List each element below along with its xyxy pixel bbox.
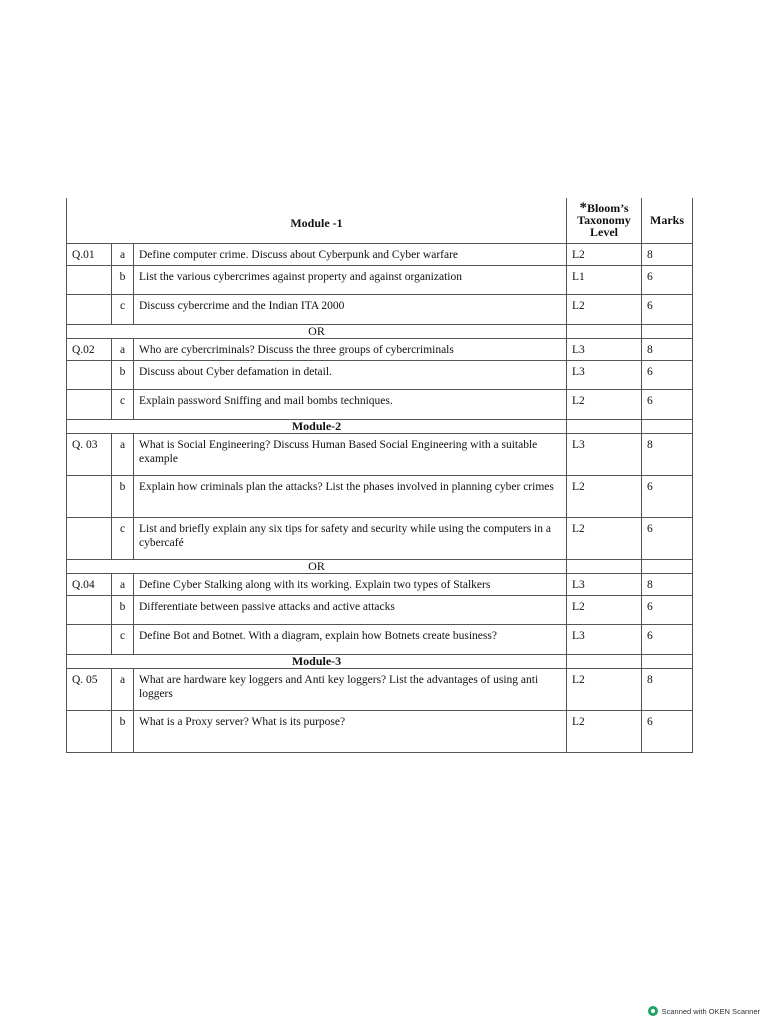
marks-value: 8 <box>642 338 693 360</box>
scanner-watermark <box>648 1006 760 1016</box>
question-text: Explain password Sniffing and mail bombs techniques. <box>134 389 567 419</box>
question-number: Q. 03 <box>67 433 112 475</box>
bloom-level: L2 <box>567 668 642 710</box>
table-row <box>67 243 693 265</box>
marks-value: 8 <box>642 573 693 595</box>
sub-label: b <box>112 710 134 752</box>
bloom-line-2: Taxonomy <box>577 213 631 228</box>
bloom-line-3: Level <box>590 225 618 240</box>
table-row <box>67 668 693 710</box>
marks-value: 6 <box>642 389 693 419</box>
question-text: Discuss about Cyber defamation in detail. <box>134 360 567 389</box>
marks-value: 6 <box>642 265 693 294</box>
question-number <box>67 710 112 752</box>
marks-value: 6 <box>642 360 693 389</box>
marks-value: 8 <box>642 433 693 475</box>
table-row <box>67 595 693 624</box>
bloom-level: L3 <box>567 433 642 475</box>
sub-label: c <box>112 294 134 324</box>
question-text: List and briefly explain any six tips for safety and security while using the computers in a cybercafé <box>134 517 567 559</box>
bloom-level: L2 <box>567 294 642 324</box>
question-text: Discuss cybercrime and the Indian ITA 2000 <box>134 294 567 324</box>
module-2-heading: Module-2 <box>67 419 567 433</box>
bloom-level: L2 <box>567 243 642 265</box>
bloom-level: L3 <box>567 338 642 360</box>
question-number <box>67 265 112 294</box>
marks-value: 6 <box>642 595 693 624</box>
sub-label: b <box>112 475 134 517</box>
question-number: Q.04 <box>67 573 112 595</box>
marks-value: 6 <box>642 294 693 324</box>
question-number: Q.02 <box>67 338 112 360</box>
bloom-star: * <box>579 200 587 217</box>
table-row <box>67 517 693 559</box>
bloom-level: L2 <box>567 389 642 419</box>
scanner-watermark-text: Scanned with OKEN Scanner <box>661 1006 760 1016</box>
marks-value: 8 <box>642 243 693 265</box>
sub-label: a <box>112 338 134 360</box>
question-number <box>67 595 112 624</box>
table-row <box>67 294 693 324</box>
bloom-level: L1 <box>567 265 642 294</box>
bloom-level: L2 <box>567 517 642 559</box>
sub-label: c <box>112 517 134 559</box>
separator-row <box>67 559 693 573</box>
marks-value: 6 <box>642 475 693 517</box>
table-row <box>67 433 693 475</box>
bloom-level: L3 <box>567 573 642 595</box>
marks-value: 6 <box>642 517 693 559</box>
question-number: Q.01 <box>67 243 112 265</box>
scanner-logo-icon <box>648 1006 658 1016</box>
table-row <box>67 710 693 752</box>
question-text: List the various cybercrimes against property and against organization <box>134 265 567 294</box>
table-row <box>67 338 693 360</box>
table-row <box>67 360 693 389</box>
bloom-header <box>567 198 642 243</box>
or-separator: OR <box>67 324 567 338</box>
question-number <box>67 517 112 559</box>
question-text: What is a Proxy server? What is its purpose? <box>134 710 567 752</box>
table-row <box>67 475 693 517</box>
question-number <box>67 389 112 419</box>
sub-label: a <box>112 243 134 265</box>
sub-label: b <box>112 595 134 624</box>
separator-row <box>67 324 693 338</box>
table-header-row <box>67 198 693 243</box>
separator-row <box>67 419 693 433</box>
question-paper-sheet <box>66 198 692 753</box>
bloom-level: L2 <box>567 475 642 517</box>
question-table <box>66 198 693 753</box>
sub-label: a <box>112 573 134 595</box>
marks-header: Marks <box>642 198 693 243</box>
question-text: Who are cybercriminals? Discuss the three groups of cybercriminals <box>134 338 567 360</box>
question-text: Define computer crime. Discuss about Cyberpunk and Cyber warfare <box>134 243 567 265</box>
table-row <box>67 265 693 294</box>
bloom-level: L3 <box>567 360 642 389</box>
marks-value: 6 <box>642 710 693 752</box>
question-number <box>67 360 112 389</box>
question-text: Define Cyber Stalking along with its working. Explain two types of Stalkers <box>134 573 567 595</box>
module-3-heading: Module-3 <box>67 654 567 668</box>
question-text: What are hardware key loggers and Anti key loggers? List the advantages of using anti loggers <box>134 668 567 710</box>
bloom-line-1: Bloom’s <box>586 201 629 216</box>
separator-row <box>67 654 693 668</box>
question-number <box>67 624 112 654</box>
table-row <box>67 389 693 419</box>
sub-label: a <box>112 433 134 475</box>
marks-value: 8 <box>642 668 693 710</box>
marks-value: 6 <box>642 624 693 654</box>
sub-label: c <box>112 389 134 419</box>
question-number: Q. 05 <box>67 668 112 710</box>
question-text: What is Social Engineering? Discuss Human Based Social Engineering with a suitable example <box>134 433 567 475</box>
bloom-level: L3 <box>567 624 642 654</box>
question-text: Define Bot and Botnet. With a diagram, explain how Botnets create business? <box>134 624 567 654</box>
table-row <box>67 573 693 595</box>
question-number <box>67 294 112 324</box>
bloom-level: L2 <box>567 710 642 752</box>
sub-label: b <box>112 360 134 389</box>
module-heading: Module -1 <box>67 198 567 243</box>
sub-label: b <box>112 265 134 294</box>
question-number <box>67 475 112 517</box>
sub-label: a <box>112 668 134 710</box>
bloom-level: L2 <box>567 595 642 624</box>
question-text: Explain how criminals plan the attacks? List the phases involved in planning cyber crimes <box>134 475 567 517</box>
question-text: Differentiate between passive attacks and active attacks <box>134 595 567 624</box>
table-row <box>67 624 693 654</box>
or-separator: OR <box>67 559 567 573</box>
sub-label: c <box>112 624 134 654</box>
